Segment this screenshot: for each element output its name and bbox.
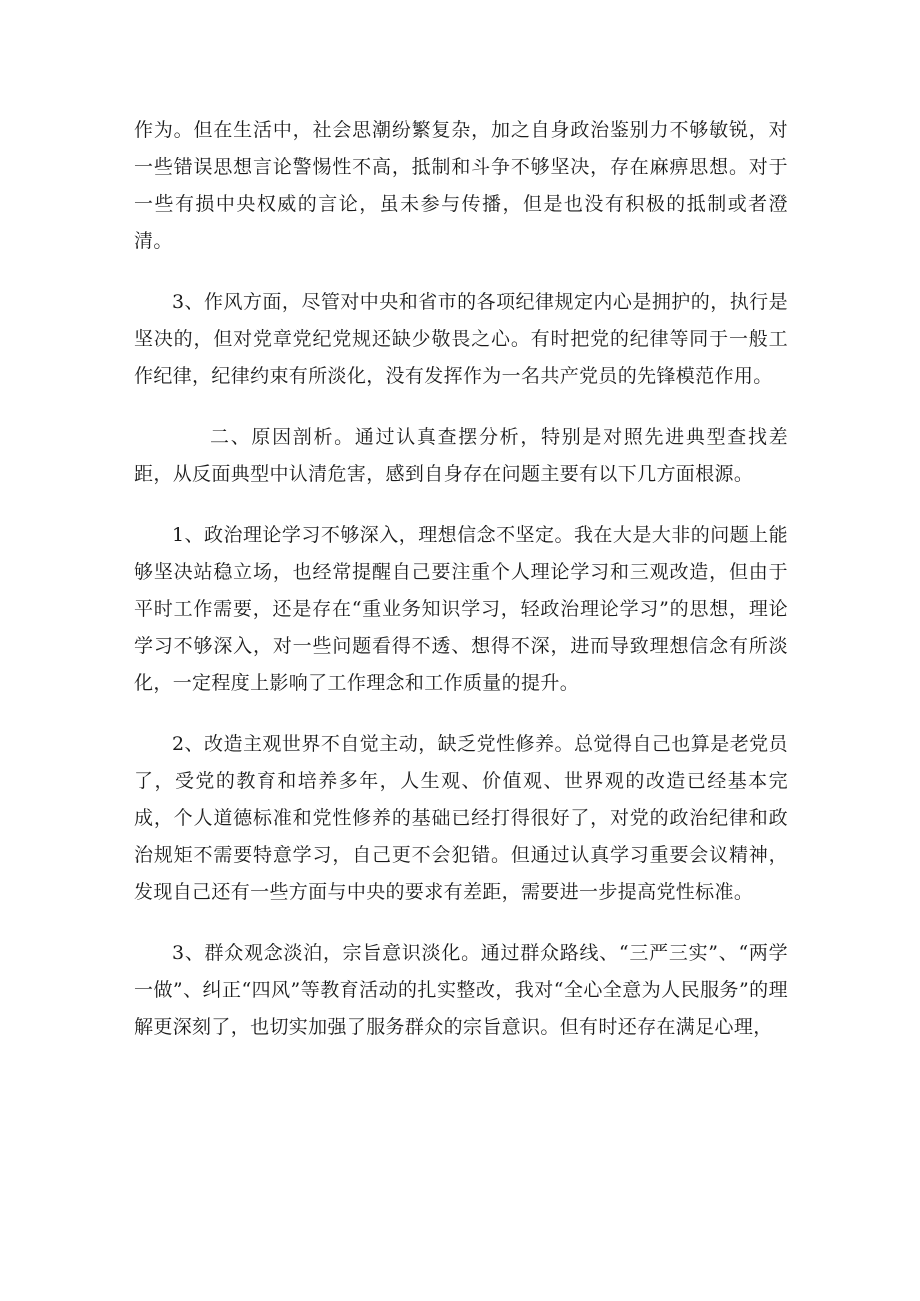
paragraph-party-spirit: 2、改造主观世界不自觉主动，缺乏党性修养。总觉得自己也算是老党员了，受党的教育和培养多年，人生观、价值观、世界观的改造已经基本完成，个人道德标准和党性修养的基础已经打得很好了，对党的政治纪律和政治规矩不需要特意学习，自己更不会犯错。但通过认真学习重要会议精神，发现自己还有一些方面与中央的要求有差距，需要进一步提高党性标准。	[134, 733, 788, 903]
paragraph-mass-awareness: 3、群众观念淡泊，宗旨意识淡化。通过群众路线、“三严三实”、“两学一做”、纠正“四风”等教育活动的扎实整改，我对“全心全意为人民服务”的理解更深刻了，也切实加强了服务群众的宗旨意识。但有时还存在满足心理，	[134, 942, 788, 1038]
document-body	[134, 112, 788, 1070]
paragraph-cause-analysis-heading: 二、原因剖析。通过认真查摆分析，特别是对照先进典型查找差距，从反面典型中认清危害，感到自身存在问题主要有以下几方面根源。	[134, 426, 788, 485]
paragraph-work-style: 3、作风方面，尽管对中央和省市的各项纪律规定内心是拥护的，执行是坚决的，但对党章党纪党规还缺少敬畏之心。有时把党的纪律等同于一般工作纪律，纪律约束有所淡化，没有发挥作为一名共产党员的先锋模范作用。	[134, 291, 788, 387]
paragraph-political-theory: 1、政治理论学习不够深入，理想信念不坚定。我在大是大非的问题上能够坚决站稳立场，也经常提醒自己要注重个人理论学习和三观改造，但由于平时工作需要，还是存在“重业务知识学习，轻政治理论学习”的思想，理论学习不够深入，对一些问题看得不透、想得不深，进而导致理想信念有所淡化，一定程度上影响了工作理念和工作质量的提升。	[134, 524, 788, 694]
paragraph-continuation: 作为。但在生活中，社会思潮纷繁复杂，加之自身政治鉴别力不够敏锐，对一些错误思想言论警惕性不高，抵制和斗争不够坚决，存在麻痹思想。对于一些有损中央权威的言论，虽未参与传播，但是也没有积极的抵制或者澄清。	[134, 119, 788, 252]
